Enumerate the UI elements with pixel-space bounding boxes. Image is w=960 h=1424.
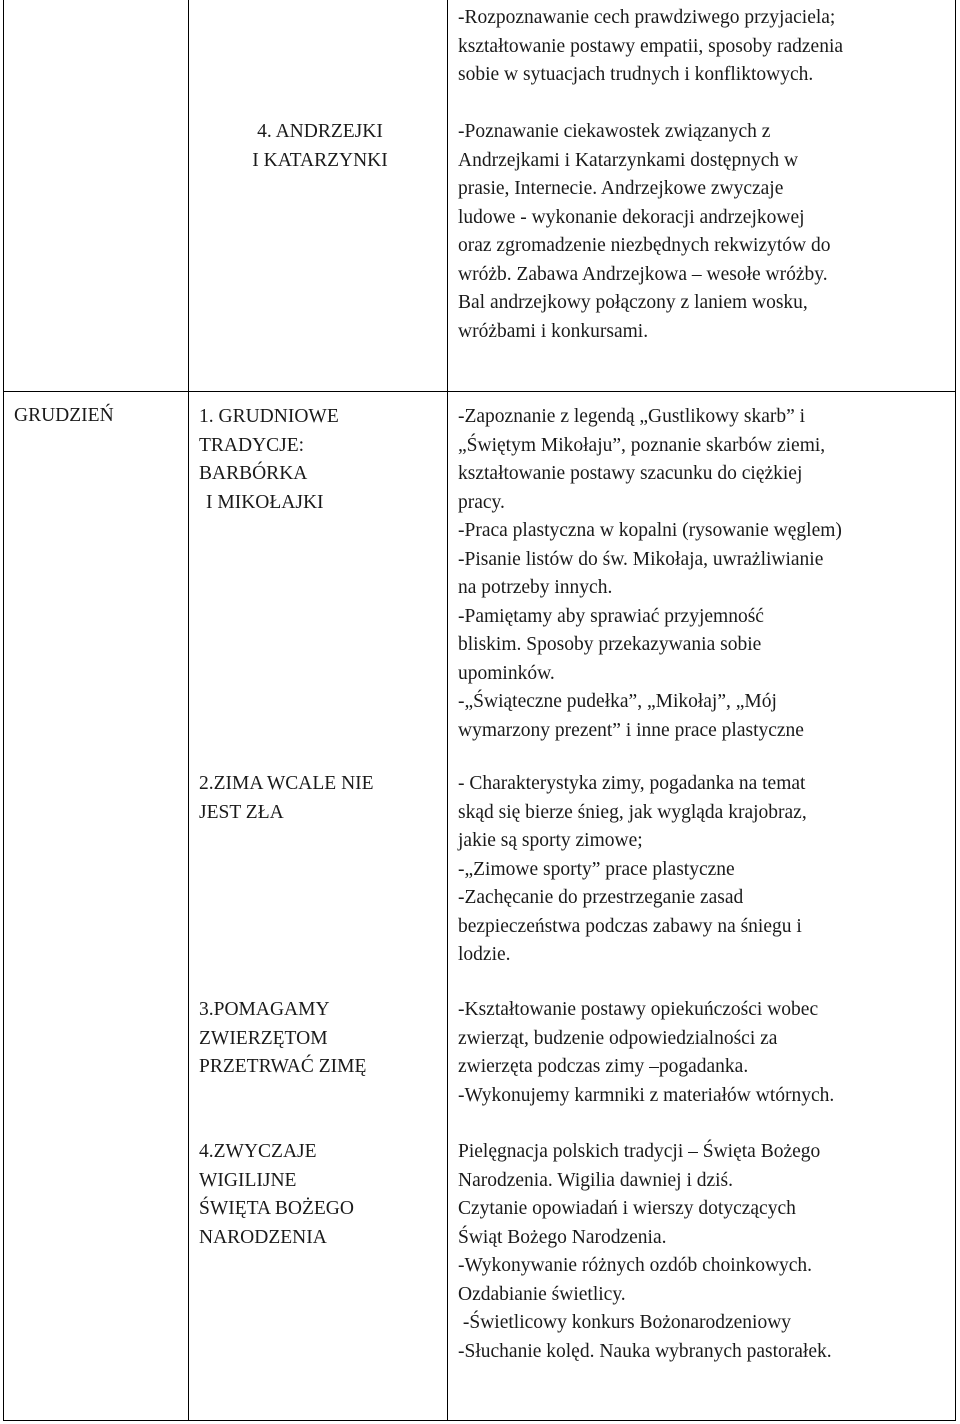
month-label — [14, 402, 184, 431]
topic-line: WIGILIJNE — [199, 1169, 297, 1191]
text-line: na potrzeby innych. — [458, 577, 613, 598]
text-line: -Kształtowanie postawy opiekuńczości wobec — [458, 999, 819, 1020]
table-divider-topic-desc — [447, 0, 448, 1421]
text-line: Świąt Bożego Narodzenia. — [458, 1226, 667, 1248]
text-line: wróżbami i konkursami. — [458, 320, 649, 342]
text-line: „Świętym Mikołaju”, poznanie skarbów ziemi, — [458, 434, 826, 456]
text-line: bliskim. Sposoby przekazywania sobie — [458, 634, 762, 655]
text-line: oraz zgromadzenie niezbędnych rekwizytów do — [458, 235, 831, 256]
topic-line: JEST ZŁA — [199, 801, 284, 823]
text-line: -Wykonywanie różnych ozdób choinkowych. — [458, 1255, 813, 1276]
topic-line: 1. GRUDNIOWE — [199, 406, 339, 427]
topic-line: TRADYCJE: — [199, 434, 305, 456]
text-line: -Słuchanie kolęd. Nauka wybranych pastorałek. — [458, 1340, 832, 1362]
text-line: prasie, Internecie. Andrzejkowe zwyczaje — [458, 178, 784, 199]
text-line: wymarzony prezent” i inne prace plastyczne — [458, 719, 804, 741]
topic-line: ZWIERZĘTOM — [199, 1027, 328, 1049]
topic-grudniowe-tradycje-description — [458, 403, 948, 745]
text-line: -Pisanie listów do św. Mikołaja, uwrażliwianie — [458, 548, 824, 570]
text-line: -Praca plastyczna w kopalni (rysowanie węglem) — [458, 520, 842, 541]
text-line: -Wykonujemy karmniki z materiałów wtórnych. — [458, 1084, 835, 1106]
text-line: Andrzejkami i Katarzynkami dostępnych w — [458, 149, 799, 171]
text-line: lodzie. — [458, 944, 511, 965]
text-line: -Zapoznanie z legendą „Gustlikowy skarb” i — [458, 406, 806, 427]
topic-line: ŚWIĘTA BOŻEGO — [199, 1198, 354, 1219]
text-line: -„Świąteczne pudełka”, „Mikołaj”, „Mój — [458, 691, 777, 712]
text-line: -„Zimowe sporty” prace plastyczne — [458, 858, 735, 880]
topic-line: 3.POMAGAMY — [199, 999, 330, 1020]
text-line: -Poznawanie ciekawostek związanych z — [458, 121, 771, 142]
intro-description — [458, 4, 948, 90]
topic-pomagamy-zwierzetom-description — [458, 996, 948, 1110]
text-line: Ozdabianie świetlicy. — [458, 1283, 626, 1305]
topic-line: NARODZENIA — [199, 1226, 327, 1248]
text-line: -Rozpoznawanie cech prawdziwego przyjaciela; — [458, 7, 836, 28]
text-line: -Zachęcanie do przestrzeganie zasad — [458, 887, 744, 908]
topic-grudniowe-tradycje — [199, 403, 441, 517]
topic-line: I MIKOŁAJKI — [206, 491, 324, 513]
text-line: kształtowanie postawy empatii, sposoby radzenia — [458, 35, 844, 57]
month-text: GRUDZIEŃ — [14, 405, 114, 426]
text-line: -Świetlicowy konkurs Bożonarodzeniowy — [458, 1312, 792, 1333]
text-line: upominków. — [458, 662, 555, 684]
topic-line: I KATARZYNKI — [252, 149, 388, 171]
topic-line: 4. ANDRZEJKI — [257, 121, 383, 142]
topic-andrzejki-description — [458, 118, 948, 346]
topic-zwyczaje-wigilijne-description — [458, 1138, 948, 1366]
text-line: Bal andrzejkowy połączony z laniem wosku, — [458, 292, 808, 313]
text-line: jakie są sporty zimowe; — [458, 830, 643, 851]
text-line: - Charakterystyka zimy, pogadanka na temat — [458, 773, 806, 794]
table-divider-month-topic — [188, 0, 189, 1421]
topic-line: BARBÓRKA — [199, 463, 308, 484]
topic-line: PRZETRWAĆ ZIMĘ — [199, 1056, 367, 1077]
topic-line: 4.ZWYCZAJE — [199, 1141, 317, 1162]
text-line: zwierzęta podczas zimy –pogadanka. — [458, 1056, 749, 1077]
text-line: pracy. — [458, 491, 505, 513]
topic-line: 2.ZIMA WCALE NIE — [199, 773, 374, 794]
text-line: wróżb. Zabawa Andrzejkowa – wesołe wróżby. — [458, 263, 828, 285]
text-line: -Pamiętamy aby sprawiać przyjemność — [458, 605, 764, 627]
table-border-right — [955, 0, 956, 1421]
text-line: ludowe - wykonanie dekoracji andrzejkowej — [458, 206, 805, 228]
topic-andrzejki — [199, 118, 441, 175]
table-row-separator — [3, 391, 956, 392]
text-line: sobie w sytuacjach trudnych i konfliktowych. — [458, 64, 814, 85]
text-line: Pielęgnacja polskich tradycji – Święta Bożego — [458, 1141, 821, 1162]
topic-zwyczaje-wigilijne — [199, 1138, 441, 1252]
text-line: skąd się bierze śnieg, jak wygląda krajobraz, — [458, 801, 807, 823]
text-line: zwierząt, budzenie odpowiedzialności za — [458, 1027, 778, 1049]
table-border-left — [3, 0, 4, 1421]
text-line: bezpieczeństwa podczas zabawy na śniegu i — [458, 915, 802, 937]
text-line: Narodzenia. Wigilia dawniej i dziś. — [458, 1169, 734, 1191]
topic-zima-description — [458, 770, 948, 970]
table-border-bottom — [3, 1420, 956, 1421]
text-line: kształtowanie postawy szacunku do ciężkiej — [458, 463, 803, 484]
topic-pomagamy-zwierzetom — [199, 996, 441, 1082]
topic-zima — [199, 770, 441, 827]
text-line: Czytanie opowiadań i wierszy dotyczących — [458, 1198, 796, 1219]
